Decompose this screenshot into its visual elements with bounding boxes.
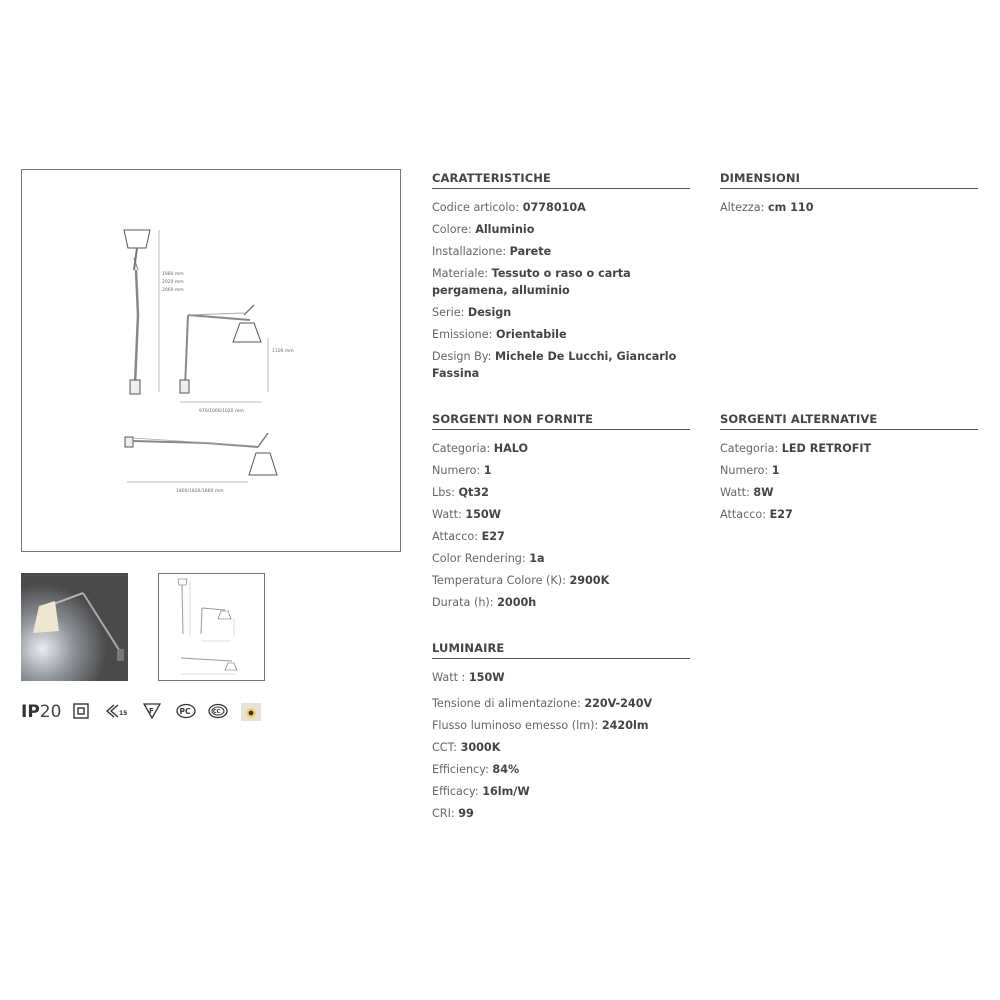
spec-value: 3000K bbox=[460, 741, 501, 754]
spec-value: 84% bbox=[492, 763, 520, 776]
thumbnail-photo-svg bbox=[21, 573, 128, 681]
spec-key: Serie: bbox=[432, 306, 465, 319]
spec-row-attacco bbox=[432, 528, 690, 545]
spec-row-installazione bbox=[432, 243, 690, 260]
spec-list bbox=[720, 199, 978, 216]
spec-list bbox=[432, 440, 690, 611]
f-mark-icon bbox=[143, 703, 161, 719]
spec-row-categoria bbox=[720, 440, 978, 457]
spec-value: 2900K bbox=[569, 574, 610, 587]
dim-vertical-1: 1980 mm bbox=[162, 272, 184, 277]
spec-value: Tessuto o raso o carta pergamena, alluminio bbox=[432, 267, 631, 297]
lampshade-horizontal-shape bbox=[249, 453, 277, 475]
spec-row-categoria bbox=[432, 440, 690, 457]
spec-value: 150W bbox=[465, 508, 502, 521]
spec-row-serie bbox=[432, 304, 690, 321]
section-title: DIMENSIONI bbox=[720, 171, 978, 189]
section-dimensioni bbox=[720, 171, 978, 221]
spec-key: Design By: bbox=[432, 350, 492, 363]
dim-reach: 970/1000/1020 mm bbox=[199, 409, 244, 414]
thumbnail-drawing-svg bbox=[159, 574, 264, 680]
section-title: SORGENTI ALTERNATIVE bbox=[720, 412, 978, 430]
spec-key: Tensione di alimentazione: bbox=[432, 697, 581, 710]
dim-height: 1100 mm bbox=[272, 349, 294, 354]
section-sorgenti-alternative bbox=[720, 412, 978, 528]
spec-row-altezza bbox=[720, 199, 978, 216]
svg-text:PC: PC bbox=[179, 707, 191, 716]
section-caratteristiche bbox=[432, 171, 690, 387]
spec-key: Temperatura Colore (K): bbox=[432, 574, 566, 587]
lampshade-shape bbox=[124, 230, 150, 248]
spec-value: Design bbox=[467, 306, 512, 319]
spec-value: HALO bbox=[493, 442, 529, 455]
spec-value: Michele De Lucchi, Giancarlo Fassina bbox=[432, 350, 677, 380]
ip-value: 20 bbox=[39, 702, 62, 722]
spec-list bbox=[432, 199, 690, 382]
spec-key: Numero: bbox=[432, 464, 481, 477]
spec-value: 99 bbox=[458, 807, 474, 820]
spec-value: 0778010A bbox=[522, 201, 586, 214]
svg-text:F: F bbox=[149, 707, 154, 715]
spec-row-colore bbox=[432, 221, 690, 238]
ccc-mark-icon bbox=[208, 703, 228, 719]
spec-value: Alluminio bbox=[475, 223, 535, 236]
spec-row-codice bbox=[432, 199, 690, 216]
spec-value: cm 110 bbox=[767, 201, 814, 214]
spec-key: Colore: bbox=[432, 223, 472, 236]
spec-row-attacco bbox=[720, 506, 978, 523]
spec-row-durata bbox=[432, 594, 690, 611]
svg-text:15: 15 bbox=[119, 710, 128, 717]
spec-key: Materiale: bbox=[432, 267, 489, 280]
spec-key: Categoria: bbox=[432, 442, 491, 455]
spec-value: 16lm/W bbox=[482, 785, 530, 798]
light-source-icon bbox=[241, 703, 261, 721]
spec-value: E27 bbox=[481, 530, 505, 543]
spec-key: Watt : bbox=[432, 671, 466, 684]
spec-key: Attacco: bbox=[720, 508, 767, 521]
spec-value: 150W bbox=[468, 671, 505, 684]
section-title: LUMINAIRE bbox=[432, 641, 690, 659]
spec-row-efficacy bbox=[432, 783, 690, 800]
spec-row-cri bbox=[432, 805, 690, 822]
spec-row-color-rendering bbox=[432, 550, 690, 567]
lampshade-reach-shape bbox=[233, 323, 261, 342]
spec-key: Durata (h): bbox=[432, 596, 494, 609]
spec-row-lbs bbox=[432, 484, 690, 501]
spec-row-temperatura bbox=[432, 572, 690, 589]
spec-key: Watt: bbox=[432, 508, 462, 521]
dim-span: 1800/1820/1860 mm bbox=[176, 489, 224, 494]
spec-value: 1 bbox=[483, 464, 492, 477]
thumbnail-photo[interactable] bbox=[21, 573, 128, 681]
spec-list bbox=[432, 669, 690, 822]
ip-rating bbox=[21, 700, 61, 724]
spec-row-watt bbox=[432, 506, 690, 523]
technical-drawing-svg bbox=[22, 170, 402, 553]
spec-key: Watt: bbox=[720, 486, 750, 499]
spec-key: Color Rendering: bbox=[432, 552, 526, 565]
spec-row-watt bbox=[720, 484, 978, 501]
spec-value: 2420lm bbox=[601, 719, 649, 732]
spec-list bbox=[720, 440, 978, 523]
spec-value: 2000h bbox=[497, 596, 537, 609]
spec-key: Efficacy: bbox=[432, 785, 479, 798]
enec-mark-icon bbox=[104, 703, 130, 719]
spec-row-emissione bbox=[432, 326, 690, 343]
spec-value: 1 bbox=[771, 464, 780, 477]
spec-key: Installazione: bbox=[432, 245, 507, 258]
spec-value: 1a bbox=[529, 552, 545, 565]
spec-key: Flusso luminoso emesso (lm): bbox=[432, 719, 599, 732]
spec-row-materiale bbox=[432, 265, 690, 299]
thumbnail-drawing[interactable] bbox=[158, 573, 265, 681]
spec-key: Emissione: bbox=[432, 328, 493, 341]
ip-prefix: IP bbox=[21, 702, 40, 722]
section-title: CARATTERISTICHE bbox=[432, 171, 690, 189]
spec-key: Altezza: bbox=[720, 201, 765, 214]
spec-key: Lbs: bbox=[432, 486, 455, 499]
spec-row-numero bbox=[720, 462, 978, 479]
spec-key: CRI: bbox=[432, 807, 455, 820]
certification-row bbox=[21, 700, 281, 724]
spec-row-efficiency bbox=[432, 761, 690, 778]
spec-key: Efficiency: bbox=[432, 763, 489, 776]
dim-vertical-3: 2060 mm bbox=[162, 288, 184, 293]
spec-key: Codice articolo: bbox=[432, 201, 520, 214]
spec-row-tensione bbox=[432, 695, 690, 712]
section-sorgenti-non-fornite bbox=[432, 412, 690, 616]
spec-value: E27 bbox=[769, 508, 793, 521]
spec-row-design-by bbox=[432, 348, 690, 382]
spec-row-flusso bbox=[432, 717, 690, 734]
spec-row-numero bbox=[432, 462, 690, 479]
spec-key: CCT: bbox=[432, 741, 457, 754]
section-luminaire bbox=[432, 641, 690, 827]
spec-value: 8W bbox=[753, 486, 774, 499]
spec-value: Parete bbox=[509, 245, 552, 258]
svg-text:CC: CC bbox=[213, 709, 221, 715]
spec-value: 220V-240V bbox=[584, 697, 653, 710]
section-title: SORGENTI NON FORNITE bbox=[432, 412, 690, 430]
spec-row-cct bbox=[432, 739, 690, 756]
spec-value: LED RETROFIT bbox=[781, 442, 872, 455]
spec-value: Qt32 bbox=[458, 486, 489, 499]
spec-value: Orientabile bbox=[496, 328, 567, 341]
spec-key: Categoria: bbox=[720, 442, 779, 455]
spec-row-watt bbox=[432, 669, 690, 686]
spec-key: Attacco: bbox=[432, 530, 479, 543]
double-insulation-icon bbox=[73, 703, 89, 719]
technical-drawing[interactable] bbox=[21, 169, 401, 552]
pc-mark-icon bbox=[176, 703, 196, 719]
spec-key: Numero: bbox=[720, 464, 769, 477]
dim-vertical-2: 2020 mm bbox=[162, 280, 184, 285]
